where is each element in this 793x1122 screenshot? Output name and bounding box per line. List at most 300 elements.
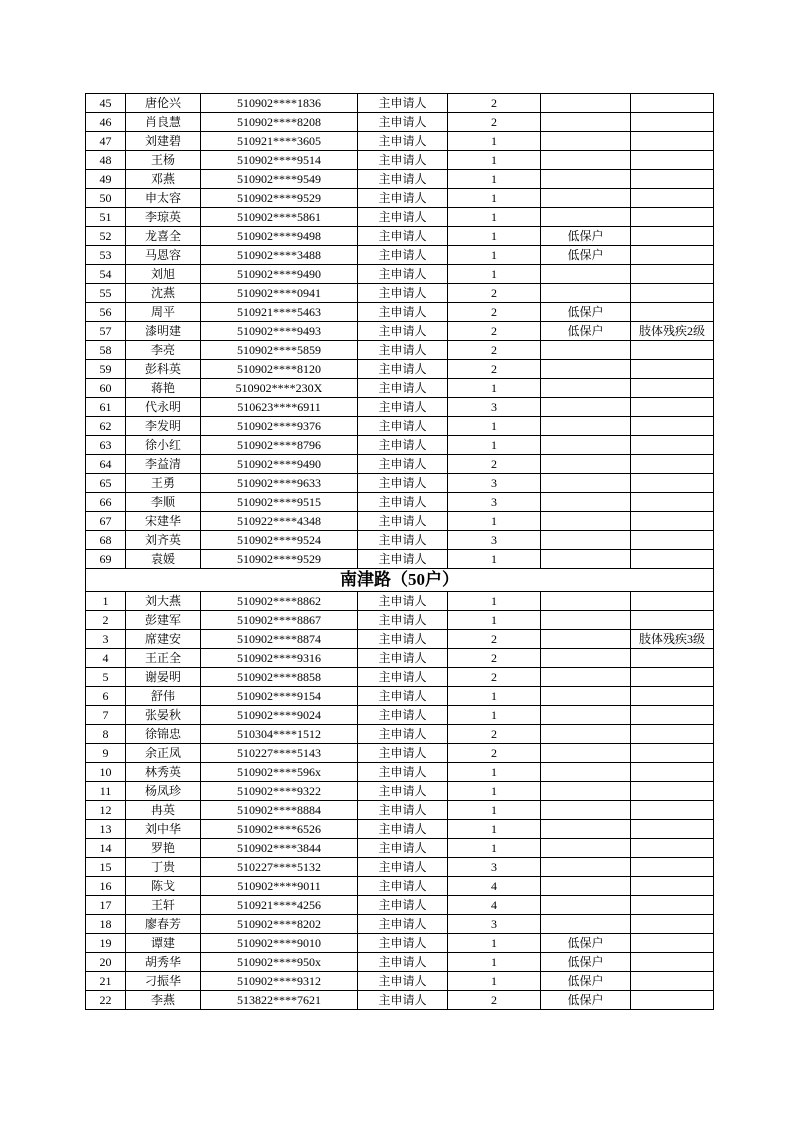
cell-name: 王正全 <box>126 649 201 668</box>
cell-household-size: 1 <box>448 379 541 398</box>
cell-applicant-type: 主申请人 <box>358 687 448 706</box>
cell-id-number: 510902****9024 <box>201 706 358 725</box>
cell-index: 20 <box>86 953 126 972</box>
cell-welfare-remark <box>541 725 631 744</box>
table-row <box>86 991 714 1010</box>
table-row <box>86 436 714 455</box>
table-row <box>86 953 714 972</box>
cell-applicant-type: 主申请人 <box>358 877 448 896</box>
cell-welfare-remark <box>541 208 631 227</box>
cell-disability-remark <box>631 972 714 991</box>
cell-index: 5 <box>86 668 126 687</box>
cell-name: 廖春芳 <box>126 915 201 934</box>
cell-id-number: 510921****3605 <box>201 132 358 151</box>
table-row <box>86 550 714 569</box>
cell-index: 59 <box>86 360 126 379</box>
cell-applicant-type: 主申请人 <box>358 668 448 687</box>
cell-applicant-type: 主申请人 <box>358 436 448 455</box>
cell-household-size: 2 <box>448 455 541 474</box>
cell-index: 57 <box>86 322 126 341</box>
cell-household-size: 1 <box>448 151 541 170</box>
cell-id-number: 510902****9515 <box>201 493 358 512</box>
table-row <box>86 208 714 227</box>
cell-name: 李燕 <box>126 991 201 1010</box>
table-row <box>86 744 714 763</box>
cell-welfare-remark <box>541 763 631 782</box>
cell-disability-remark <box>631 379 714 398</box>
cell-household-size: 2 <box>448 630 541 649</box>
cell-household-size: 1 <box>448 801 541 820</box>
cell-welfare-remark <box>541 94 631 113</box>
cell-household-size: 1 <box>448 934 541 953</box>
table-row <box>86 284 714 303</box>
cell-household-size: 1 <box>448 227 541 246</box>
cell-applicant-type: 主申请人 <box>358 896 448 915</box>
cell-disability-remark <box>631 208 714 227</box>
table-row <box>86 531 714 550</box>
cell-disability-remark <box>631 668 714 687</box>
cell-welfare-remark <box>541 820 631 839</box>
cell-id-number: 510902****9376 <box>201 417 358 436</box>
cell-household-size: 1 <box>448 763 541 782</box>
cell-household-size: 1 <box>448 592 541 611</box>
cell-index: 6 <box>86 687 126 706</box>
cell-household-size: 2 <box>448 668 541 687</box>
cell-id-number: 510902****8862 <box>201 592 358 611</box>
cell-id-number: 510902****9322 <box>201 782 358 801</box>
cell-id-number: 510902****8796 <box>201 436 358 455</box>
cell-name: 袁媛 <box>126 550 201 569</box>
cell-index: 1 <box>86 592 126 611</box>
cell-index: 52 <box>86 227 126 246</box>
cell-id-number: 510902****9529 <box>201 550 358 569</box>
cell-index: 16 <box>86 877 126 896</box>
table-row <box>86 706 714 725</box>
cell-index: 62 <box>86 417 126 436</box>
cell-welfare-remark <box>541 877 631 896</box>
cell-welfare-remark <box>541 915 631 934</box>
cell-welfare-remark: 低保户 <box>541 934 631 953</box>
table-row <box>86 934 714 953</box>
cell-name: 余正凤 <box>126 744 201 763</box>
cell-disability-remark <box>631 512 714 531</box>
cell-applicant-type: 主申请人 <box>358 934 448 953</box>
table-row <box>86 322 714 341</box>
cell-index: 8 <box>86 725 126 744</box>
cell-index: 17 <box>86 896 126 915</box>
cell-index: 49 <box>86 170 126 189</box>
cell-household-size: 2 <box>448 94 541 113</box>
cell-disability-remark <box>631 455 714 474</box>
cell-disability-remark <box>631 877 714 896</box>
cell-index: 11 <box>86 782 126 801</box>
cell-household-size: 1 <box>448 611 541 630</box>
cell-disability-remark <box>631 782 714 801</box>
cell-household-size: 1 <box>448 550 541 569</box>
cell-disability-remark <box>631 820 714 839</box>
cell-welfare-remark: 低保户 <box>541 246 631 265</box>
cell-applicant-type: 主申请人 <box>358 649 448 668</box>
table-row <box>86 858 714 877</box>
cell-name: 刁振华 <box>126 972 201 991</box>
cell-name: 唐伦兴 <box>126 94 201 113</box>
cell-disability-remark <box>631 398 714 417</box>
cell-index: 66 <box>86 493 126 512</box>
cell-index: 69 <box>86 550 126 569</box>
table-row <box>86 839 714 858</box>
cell-household-size: 1 <box>448 687 541 706</box>
cell-name: 周平 <box>126 303 201 322</box>
cell-household-size: 2 <box>448 284 541 303</box>
cell-disability-remark: 肢体残疾2级 <box>631 322 714 341</box>
cell-disability-remark <box>631 991 714 1010</box>
cell-index: 12 <box>86 801 126 820</box>
table-row <box>86 398 714 417</box>
cell-welfare-remark: 低保户 <box>541 303 631 322</box>
cell-id-number: 510902****9010 <box>201 934 358 953</box>
cell-disability-remark <box>631 687 714 706</box>
cell-index: 15 <box>86 858 126 877</box>
cell-applicant-type: 主申请人 <box>358 493 448 512</box>
cell-applicant-type: 主申请人 <box>358 801 448 820</box>
cell-welfare-remark <box>541 379 631 398</box>
table-row <box>86 611 714 630</box>
cell-disability-remark <box>631 132 714 151</box>
cell-household-size: 2 <box>448 991 541 1010</box>
cell-index: 53 <box>86 246 126 265</box>
cell-index: 64 <box>86 455 126 474</box>
cell-id-number: 510922****4348 <box>201 512 358 531</box>
cell-household-size: 3 <box>448 398 541 417</box>
cell-household-size: 1 <box>448 953 541 972</box>
table-row <box>86 94 714 113</box>
cell-name: 王勇 <box>126 474 201 493</box>
cell-disability-remark <box>631 265 714 284</box>
cell-household-size: 1 <box>448 417 541 436</box>
cell-name: 陈戈 <box>126 877 201 896</box>
cell-disability-remark <box>631 744 714 763</box>
cell-household-size: 2 <box>448 113 541 132</box>
cell-applicant-type: 主申请人 <box>358 763 448 782</box>
table-row <box>86 512 714 531</box>
cell-id-number: 510902****9493 <box>201 322 358 341</box>
table-row <box>86 820 714 839</box>
cell-welfare-remark <box>541 417 631 436</box>
cell-name: 席建安 <box>126 630 201 649</box>
cell-applicant-type: 主申请人 <box>358 991 448 1010</box>
cell-household-size: 4 <box>448 896 541 915</box>
cell-index: 67 <box>86 512 126 531</box>
cell-index: 9 <box>86 744 126 763</box>
cell-id-number: 510902****230X <box>201 379 358 398</box>
cell-welfare-remark <box>541 398 631 417</box>
cell-welfare-remark <box>541 132 631 151</box>
cell-applicant-type: 主申请人 <box>358 474 448 493</box>
cell-index: 22 <box>86 991 126 1010</box>
cell-index: 60 <box>86 379 126 398</box>
cell-name: 李发明 <box>126 417 201 436</box>
cell-name: 漆明建 <box>126 322 201 341</box>
table-row <box>86 493 714 512</box>
table-row <box>86 189 714 208</box>
cell-household-size: 2 <box>448 360 541 379</box>
cell-applicant-type: 主申请人 <box>358 820 448 839</box>
cell-id-number: 510902****8867 <box>201 611 358 630</box>
cell-welfare-remark <box>541 668 631 687</box>
cell-welfare-remark <box>541 341 631 360</box>
cell-name: 蒋艳 <box>126 379 201 398</box>
table-row <box>86 360 714 379</box>
cell-disability-remark <box>631 934 714 953</box>
cell-disability-remark <box>631 341 714 360</box>
cell-applicant-type: 主申请人 <box>358 151 448 170</box>
table-row <box>86 915 714 934</box>
cell-name: 林秀英 <box>126 763 201 782</box>
cell-welfare-remark <box>541 151 631 170</box>
cell-name: 李琼英 <box>126 208 201 227</box>
table-row <box>86 341 714 360</box>
cell-welfare-remark: 低保户 <box>541 991 631 1010</box>
table-row <box>86 592 714 611</box>
cell-index: 10 <box>86 763 126 782</box>
table-row <box>86 113 714 132</box>
cell-disability-remark <box>631 151 714 170</box>
cell-disability-remark <box>631 592 714 611</box>
table-row <box>86 379 714 398</box>
cell-welfare-remark <box>541 265 631 284</box>
cell-name: 谭建 <box>126 934 201 953</box>
cell-welfare-remark: 低保户 <box>541 322 631 341</box>
cell-applicant-type: 主申请人 <box>358 284 448 303</box>
cell-id-number: 510902****9498 <box>201 227 358 246</box>
cell-welfare-remark <box>541 531 631 550</box>
table-row <box>86 417 714 436</box>
cell-index: 65 <box>86 474 126 493</box>
cell-disability-remark: 肢体残疾3级 <box>631 630 714 649</box>
cell-index: 3 <box>86 630 126 649</box>
cell-household-size: 1 <box>448 132 541 151</box>
cell-id-number: 510902****9514 <box>201 151 358 170</box>
cell-applicant-type: 主申请人 <box>358 132 448 151</box>
cell-name: 申太容 <box>126 189 201 208</box>
cell-index: 19 <box>86 934 126 953</box>
table-row <box>86 687 714 706</box>
cell-welfare-remark <box>541 687 631 706</box>
cell-welfare-remark <box>541 611 631 630</box>
cell-household-size: 1 <box>448 820 541 839</box>
cell-disability-remark <box>631 417 714 436</box>
table-row <box>86 265 714 284</box>
cell-id-number: 510623****6911 <box>201 398 358 417</box>
cell-name: 彭科英 <box>126 360 201 379</box>
table-row <box>86 668 714 687</box>
cell-applicant-type: 主申请人 <box>358 303 448 322</box>
cell-disability-remark <box>631 611 714 630</box>
cell-id-number: 510902****5859 <box>201 341 358 360</box>
cell-household-size: 1 <box>448 436 541 455</box>
cell-disability-remark <box>631 303 714 322</box>
cell-name: 徐小红 <box>126 436 201 455</box>
cell-welfare-remark <box>541 284 631 303</box>
cell-applicant-type: 主申请人 <box>358 953 448 972</box>
cell-id-number: 510304****1512 <box>201 725 358 744</box>
cell-id-number: 510902****8858 <box>201 668 358 687</box>
table-row <box>86 246 714 265</box>
cell-welfare-remark <box>541 630 631 649</box>
cell-id-number: 510921****5463 <box>201 303 358 322</box>
cell-disability-remark <box>631 360 714 379</box>
cell-household-size: 1 <box>448 208 541 227</box>
cell-disability-remark <box>631 801 714 820</box>
cell-welfare-remark <box>541 170 631 189</box>
cell-household-size: 3 <box>448 493 541 512</box>
table-row <box>86 132 714 151</box>
cell-welfare-remark <box>541 896 631 915</box>
cell-household-size: 1 <box>448 839 541 858</box>
cell-applicant-type: 主申请人 <box>358 782 448 801</box>
cell-applicant-type: 主申请人 <box>358 189 448 208</box>
cell-applicant-type: 主申请人 <box>358 246 448 265</box>
cell-welfare-remark <box>541 744 631 763</box>
cell-index: 63 <box>86 436 126 455</box>
roster-body <box>86 94 714 1010</box>
cell-disability-remark <box>631 94 714 113</box>
cell-name: 宋建华 <box>126 512 201 531</box>
cell-disability-remark <box>631 246 714 265</box>
cell-household-size: 2 <box>448 303 541 322</box>
cell-household-size: 1 <box>448 170 541 189</box>
cell-name: 刘大燕 <box>126 592 201 611</box>
cell-welfare-remark <box>541 493 631 512</box>
cell-name: 代永明 <box>126 398 201 417</box>
cell-index: 54 <box>86 265 126 284</box>
cell-name: 李顺 <box>126 493 201 512</box>
cell-applicant-type: 主申请人 <box>358 170 448 189</box>
table-row <box>86 474 714 493</box>
cell-name: 胡秀华 <box>126 953 201 972</box>
cell-welfare-remark <box>541 858 631 877</box>
cell-household-size: 1 <box>448 512 541 531</box>
cell-welfare-remark <box>541 592 631 611</box>
cell-household-size: 2 <box>448 725 541 744</box>
cell-index: 51 <box>86 208 126 227</box>
cell-disability-remark <box>631 706 714 725</box>
cell-applicant-type: 主申请人 <box>358 265 448 284</box>
cell-name: 刘建碧 <box>126 132 201 151</box>
cell-disability-remark <box>631 915 714 934</box>
table-row <box>86 972 714 991</box>
cell-welfare-remark <box>541 113 631 132</box>
cell-applicant-type: 主申请人 <box>358 341 448 360</box>
cell-welfare-remark <box>541 801 631 820</box>
cell-disability-remark <box>631 858 714 877</box>
cell-applicant-type: 主申请人 <box>358 322 448 341</box>
cell-id-number: 510902****8208 <box>201 113 358 132</box>
cell-name: 彭建军 <box>126 611 201 630</box>
cell-welfare-remark <box>541 649 631 668</box>
cell-name: 龙喜全 <box>126 227 201 246</box>
cell-disability-remark <box>631 493 714 512</box>
cell-id-number: 510227****5143 <box>201 744 358 763</box>
cell-index: 58 <box>86 341 126 360</box>
cell-applicant-type: 主申请人 <box>358 360 448 379</box>
cell-name: 刘中华 <box>126 820 201 839</box>
cell-disability-remark <box>631 170 714 189</box>
cell-disability-remark <box>631 839 714 858</box>
cell-household-size: 1 <box>448 189 541 208</box>
cell-id-number: 510921****4256 <box>201 896 358 915</box>
cell-applicant-type: 主申请人 <box>358 611 448 630</box>
cell-name: 王轩 <box>126 896 201 915</box>
table-row <box>86 649 714 668</box>
cell-name: 丁贵 <box>126 858 201 877</box>
cell-applicant-type: 主申请人 <box>358 839 448 858</box>
cell-disability-remark <box>631 896 714 915</box>
cell-index: 50 <box>86 189 126 208</box>
cell-id-number: 510902****9011 <box>201 877 358 896</box>
cell-id-number: 510902****5861 <box>201 208 358 227</box>
cell-id-number: 510902****8874 <box>201 630 358 649</box>
cell-name: 刘齐英 <box>126 531 201 550</box>
cell-household-size: 3 <box>448 915 541 934</box>
applicant-roster-table <box>85 93 714 1010</box>
cell-name: 肖良慧 <box>126 113 201 132</box>
cell-index: 4 <box>86 649 126 668</box>
cell-name: 李益清 <box>126 455 201 474</box>
cell-name: 罗艳 <box>126 839 201 858</box>
cell-welfare-remark <box>541 436 631 455</box>
cell-household-size: 3 <box>448 474 541 493</box>
cell-id-number: 510902****0941 <box>201 284 358 303</box>
cell-index: 68 <box>86 531 126 550</box>
cell-name: 徐锦忠 <box>126 725 201 744</box>
cell-welfare-remark <box>541 189 631 208</box>
table-row <box>86 303 714 322</box>
cell-disability-remark <box>631 531 714 550</box>
cell-household-size: 2 <box>448 341 541 360</box>
cell-welfare-remark <box>541 706 631 725</box>
cell-id-number: 510902****9529 <box>201 189 358 208</box>
cell-household-size: 1 <box>448 782 541 801</box>
cell-name: 杨凤珍 <box>126 782 201 801</box>
cell-id-number: 510902****9490 <box>201 265 358 284</box>
table-row <box>86 170 714 189</box>
table-row <box>86 630 714 649</box>
cell-welfare-remark: 低保户 <box>541 953 631 972</box>
cell-applicant-type: 主申请人 <box>358 592 448 611</box>
cell-id-number: 513822****7621 <box>201 991 358 1010</box>
cell-household-size: 3 <box>448 531 541 550</box>
cell-name: 舒伟 <box>126 687 201 706</box>
cell-applicant-type: 主申请人 <box>358 630 448 649</box>
cell-id-number: 510902****9524 <box>201 531 358 550</box>
cell-index: 7 <box>86 706 126 725</box>
cell-name: 王杨 <box>126 151 201 170</box>
cell-index: 55 <box>86 284 126 303</box>
cell-applicant-type: 主申请人 <box>358 706 448 725</box>
cell-applicant-type: 主申请人 <box>358 512 448 531</box>
cell-disability-remark <box>631 953 714 972</box>
cell-applicant-type: 主申请人 <box>358 550 448 569</box>
cell-index: 21 <box>86 972 126 991</box>
table-row <box>86 227 714 246</box>
cell-id-number: 510902****3844 <box>201 839 358 858</box>
cell-applicant-type: 主申请人 <box>358 455 448 474</box>
cell-household-size: 1 <box>448 265 541 284</box>
cell-applicant-type: 主申请人 <box>358 725 448 744</box>
cell-index: 18 <box>86 915 126 934</box>
cell-index: 46 <box>86 113 126 132</box>
